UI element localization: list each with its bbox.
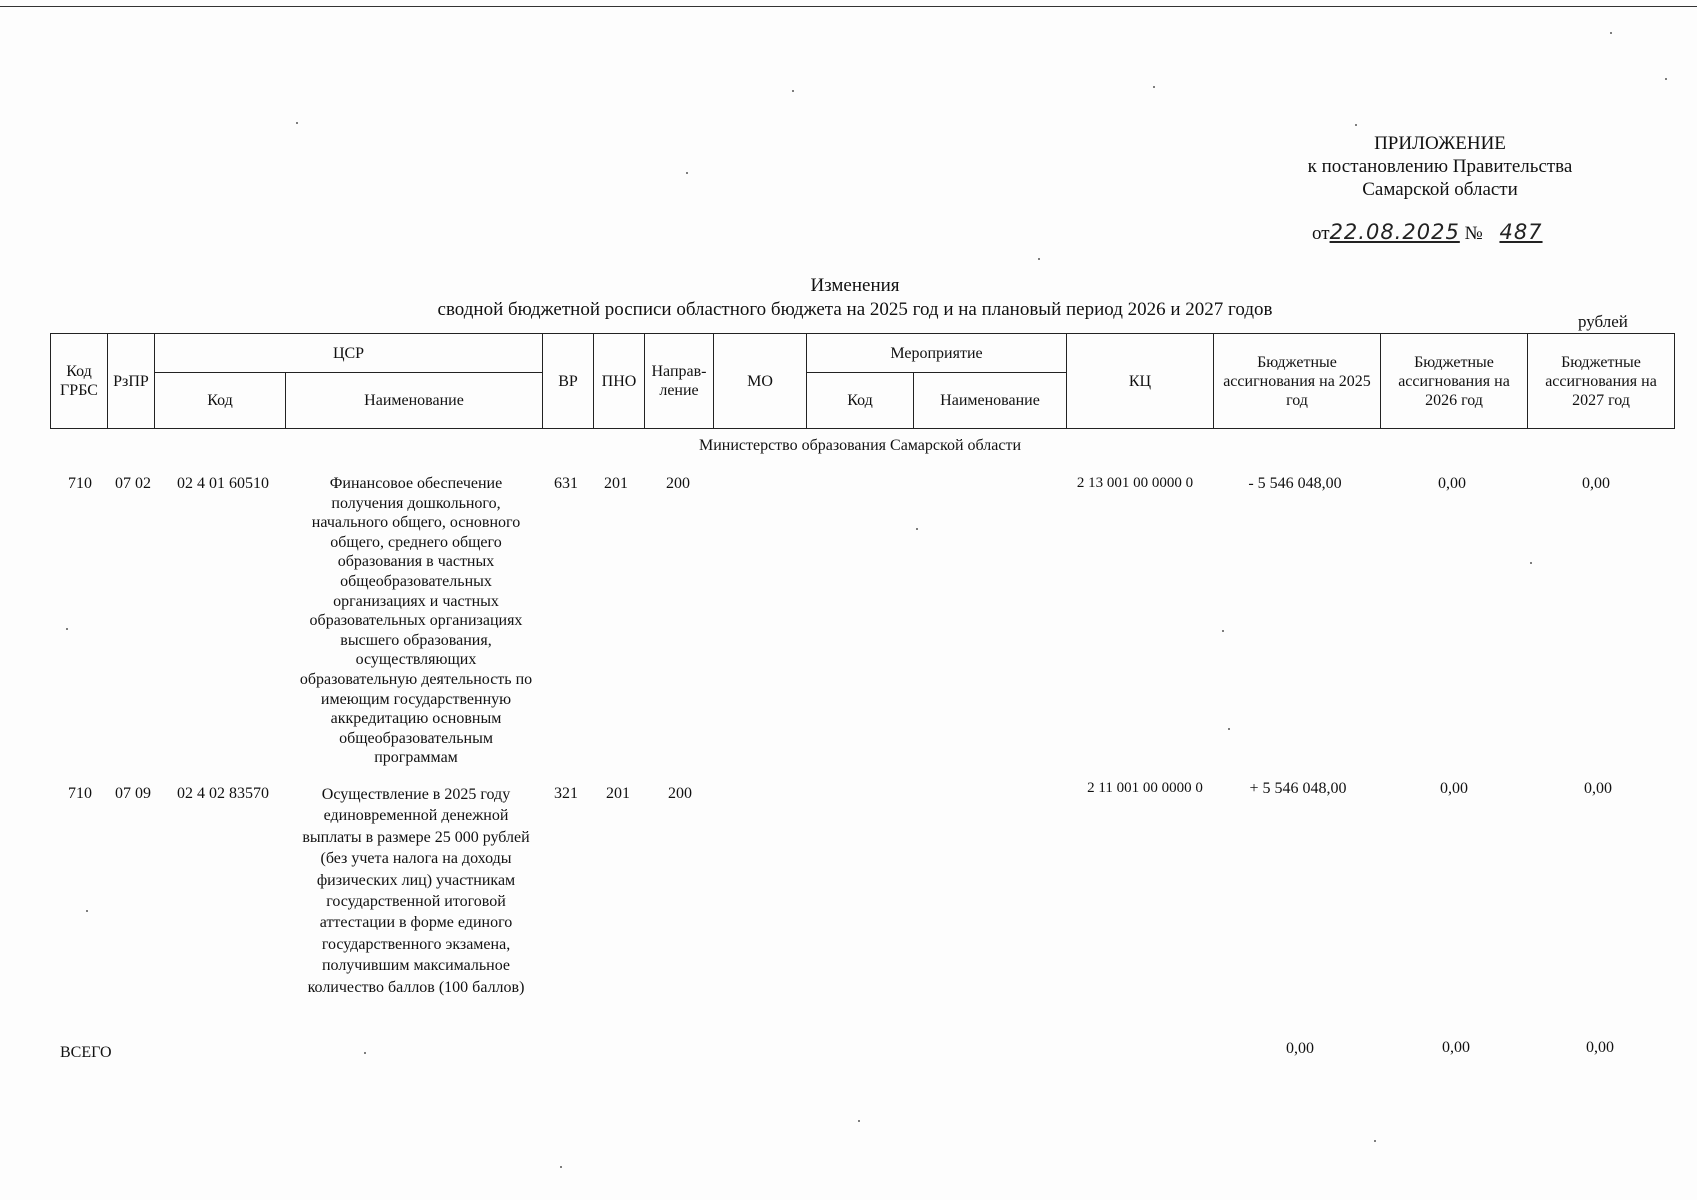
budget-table-header (50, 333, 1675, 429)
row2-pno: 201 (606, 785, 630, 802)
row1-b2025: - 5 546 048,00 (1248, 475, 1342, 492)
row2-b2025: + 5 546 048,00 (1249, 780, 1347, 797)
title-line-1: Изменения (810, 275, 900, 296)
row1-b2027: 0,00 (1582, 475, 1610, 492)
col-mo: МО (714, 334, 807, 429)
appendix-line-3: Самарской области (1362, 179, 1518, 200)
row2-direction: 200 (668, 785, 692, 802)
title-line-2: сводной бюджетной росписи областного бюджета на 2025 год и на плановый период 2026 и 2027 годов (437, 299, 1273, 320)
row1-grbs: 710 (68, 475, 92, 492)
col-event-code: Код (807, 373, 914, 429)
col-b2026: Бюджетные ассигнования на 2026 год (1381, 334, 1528, 429)
col-direction: Направ-ление (645, 334, 714, 429)
total-label: ВСЕГО (60, 1044, 112, 1061)
date-prefix: от (1312, 223, 1330, 244)
document-title (300, 274, 1410, 322)
row2-vr: 321 (554, 785, 578, 802)
handwritten-date: 22.08.2025 (1329, 220, 1460, 244)
row1-vr: 631 (554, 475, 578, 492)
row2-csr-name: Осуществление в 2025 году единовременной денежной выплаты в размере 25 000 рублей (без учета налога на доходы физических лиц) участникам государственной итоговой аттестации в форме единого государственного экзамена, получившим максимальное количество баллов (100 баллов) (302, 786, 530, 996)
row1-direction: 200 (666, 475, 690, 492)
units-label: рублей (1578, 312, 1628, 331)
appendix-block (1280, 132, 1600, 201)
col-kc: КЦ (1067, 334, 1214, 429)
col-rzpr: РзПР (108, 334, 155, 429)
row2-grbs: 710 (68, 785, 92, 802)
col-csr: ЦСР (155, 334, 543, 373)
total-b2025: 0,00 (1286, 1040, 1314, 1057)
col-event: Мероприятие (807, 334, 1067, 373)
col-event-name: Наименование (914, 373, 1067, 429)
row1-pno: 201 (604, 475, 628, 492)
row2-b2026: 0,00 (1440, 780, 1468, 797)
row2-csr-code: 02 4 02 83570 (177, 785, 269, 802)
appendix-title: ПРИЛОЖЕНИЕ (1374, 133, 1506, 154)
col-csr-code: Код (155, 373, 286, 429)
total-b2026: 0,00 (1442, 1039, 1470, 1056)
row1-b2026: 0,00 (1438, 475, 1466, 492)
row1-rzpr: 07 02 (115, 475, 151, 492)
col-vr: ВР (543, 334, 594, 429)
row2-kc: 2 11 001 00 0000 0 (1087, 780, 1203, 796)
col-b2025: Бюджетные ассигнования на 2025 год (1214, 334, 1381, 429)
row1-csr-code: 02 4 01 60510 (177, 475, 269, 492)
row2-rzpr: 07 09 (115, 785, 151, 802)
row1-kc: 2 13 001 00 0000 0 (1076, 475, 1194, 491)
number-prefix: № (1464, 223, 1483, 244)
col-pno: ПНО (594, 334, 645, 429)
row2-b2027: 0,00 (1584, 780, 1612, 797)
handwritten-number: 487 (1499, 220, 1543, 244)
department-heading: Министерство образования Самарской области (698, 437, 1022, 454)
col-grbs: Код ГРБС (51, 334, 108, 429)
row1-csr-name: Финансовое обеспечение получения дошкольного, начального общего, основного общего, среднего общего образования в частных общеобразовательных организациях и частных образовательных организациях высшего образования, осуществляющих образовательную деятельность по имеющим государственную аккредитацию основным общеобразовательным программам (299, 475, 533, 767)
total-b2027: 0,00 (1586, 1039, 1614, 1056)
col-b2027: Бюджетные ассигнования на 2027 год (1528, 334, 1675, 429)
appendix-line-2: к постановлению Правительства (1307, 156, 1573, 177)
top-border-line (0, 6, 1697, 7)
col-csr-name: Наименование (286, 373, 543, 429)
order-date-number (1312, 220, 1555, 245)
